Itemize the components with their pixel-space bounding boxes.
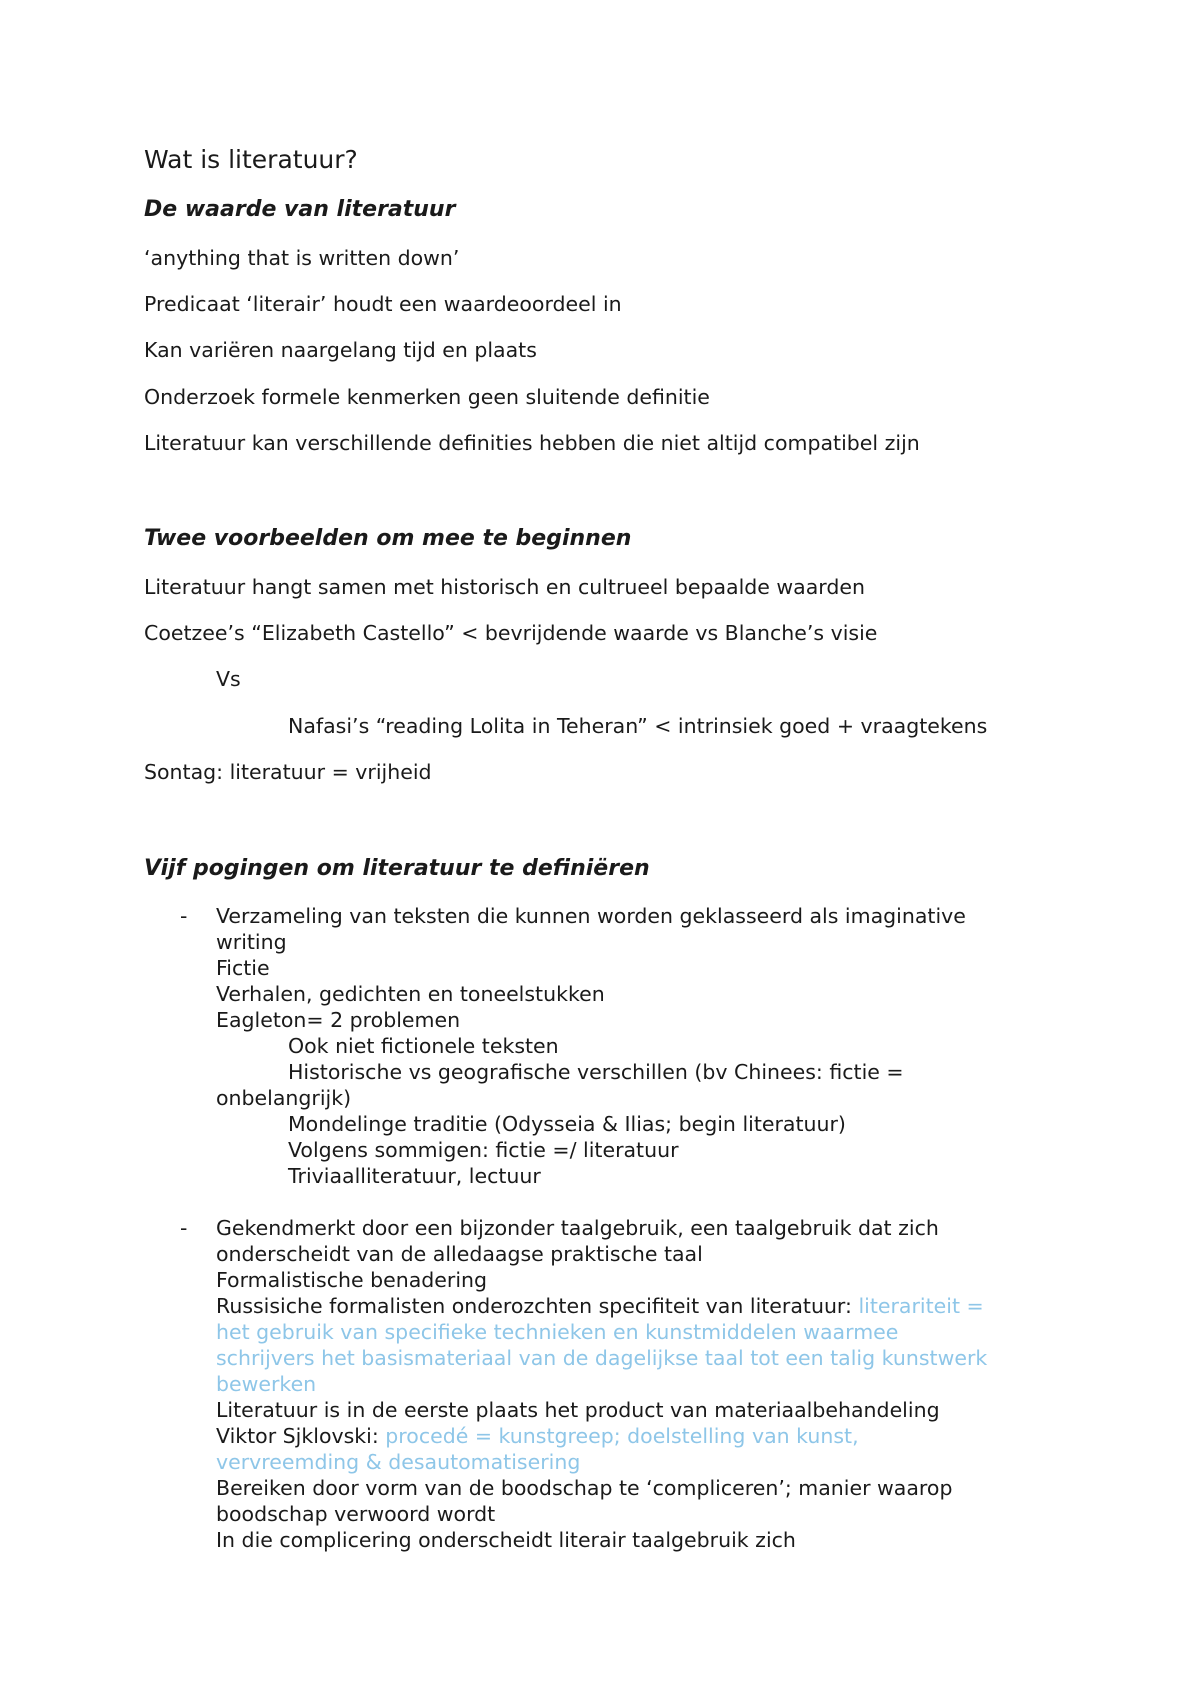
list-line-mixed <box>216 1423 859 1449</box>
list-line: Bereiken door vorm van de boodschap te ‘compliceren’; manier waarop <box>216 1476 953 1500</box>
paragraph-line: Predicaat ‘literair’ houdt een waardeoordeel in <box>144 292 622 316</box>
list-bullet-dash: - <box>180 1216 188 1240</box>
list-subline: Ook niet fictionele teksten <box>288 1034 559 1058</box>
list-line: Fictie <box>216 956 270 980</box>
list-line: Gekendmerkt door een bijzonder taalgebruik, een taalgebruik dat zich <box>216 1216 939 1240</box>
list-line: Formalistische benadering <box>216 1268 488 1292</box>
paragraph-line: ‘anything that is written down’ <box>144 246 460 270</box>
list-line: onbelangrijk) <box>216 1086 352 1110</box>
paragraph-line-indented: Nafasi’s “reading Lolita in Teheran” < intrinsiek goed + vraagtekens <box>288 714 988 738</box>
highlighted-line: schrijvers het basismateriaal van de dagelijkse taal tot een talig kunstwerk <box>216 1346 988 1370</box>
list-bullet-dash: - <box>180 904 188 928</box>
highlighted-line: bewerken <box>216 1372 317 1396</box>
list-subline: Historische vs geografische verschillen (bv Chinees: fictie = <box>288 1060 904 1084</box>
paragraph-line: Sontag: literatuur = vrijheid <box>144 760 432 784</box>
list-text: Russisiche formalisten onderozchten specifiteit van literatuur: <box>216 1294 859 1318</box>
list-line: writing <box>216 930 287 954</box>
highlighted-text: procedé = kunstgreep; doelstelling van kunst, <box>385 1424 859 1448</box>
list-line: In die complicering onderscheidt literair taalgebruik zich <box>216 1528 796 1552</box>
list-line: Eagleton= 2 problemen <box>216 1008 461 1032</box>
list-subline: Mondelinge traditie (Odysseia & Ilias; begin literatuur) <box>288 1112 846 1136</box>
list-text: Viktor Sjklovski: <box>216 1424 386 1448</box>
highlighted-line: het gebruik van specifieke technieken en kunstmiddelen waarmee <box>216 1320 899 1344</box>
list-line: boodschap verwoord wordt <box>216 1502 496 1526</box>
section-heading-examples: Twee voorbeelden om mee te beginnen <box>144 526 632 551</box>
section-heading-definitions: Vijf pogingen om literatuur te definiëren <box>144 856 650 881</box>
list-line-mixed <box>216 1293 984 1319</box>
list-line: Verzameling van teksten die kunnen worden geklasseerd als imaginative <box>216 904 966 928</box>
list-subline: Volgens sommigen: fictie =/ literatuur <box>288 1138 679 1162</box>
section-heading-value: De waarde van literatuur <box>144 197 456 222</box>
highlighted-line: vervreemding & desautomatisering <box>216 1450 581 1474</box>
highlighted-text: literariteit = <box>858 1294 984 1318</box>
paragraph-line: Literatuur hangt samen met historisch en cultrueel bepaalde waarden <box>144 575 865 599</box>
page-title: Wat is literatuur? <box>144 145 358 174</box>
paragraph-line: Coetzee’s “Elizabeth Castello” < bevrijdende waarde vs Blanche’s visie <box>144 621 878 645</box>
list-line: Literatuur is in de eerste plaats het product van materiaalbehandeling <box>216 1398 940 1422</box>
paragraph-line: Kan variëren naargelang tijd en plaats <box>144 338 537 362</box>
paragraph-line: Onderzoek formele kenmerken geen sluitende definitie <box>144 385 710 409</box>
list-line: Verhalen, gedichten en toneelstukken <box>216 982 605 1006</box>
list-line: onderscheidt van de alledaagse praktische taal <box>216 1242 703 1266</box>
list-subline: Triviaalliteratuur, lectuur <box>288 1164 541 1188</box>
paragraph-line-indented: Vs <box>216 667 241 691</box>
paragraph-line: Literatuur kan verschillende definities hebben die niet altijd compatibel zijn <box>144 431 920 455</box>
